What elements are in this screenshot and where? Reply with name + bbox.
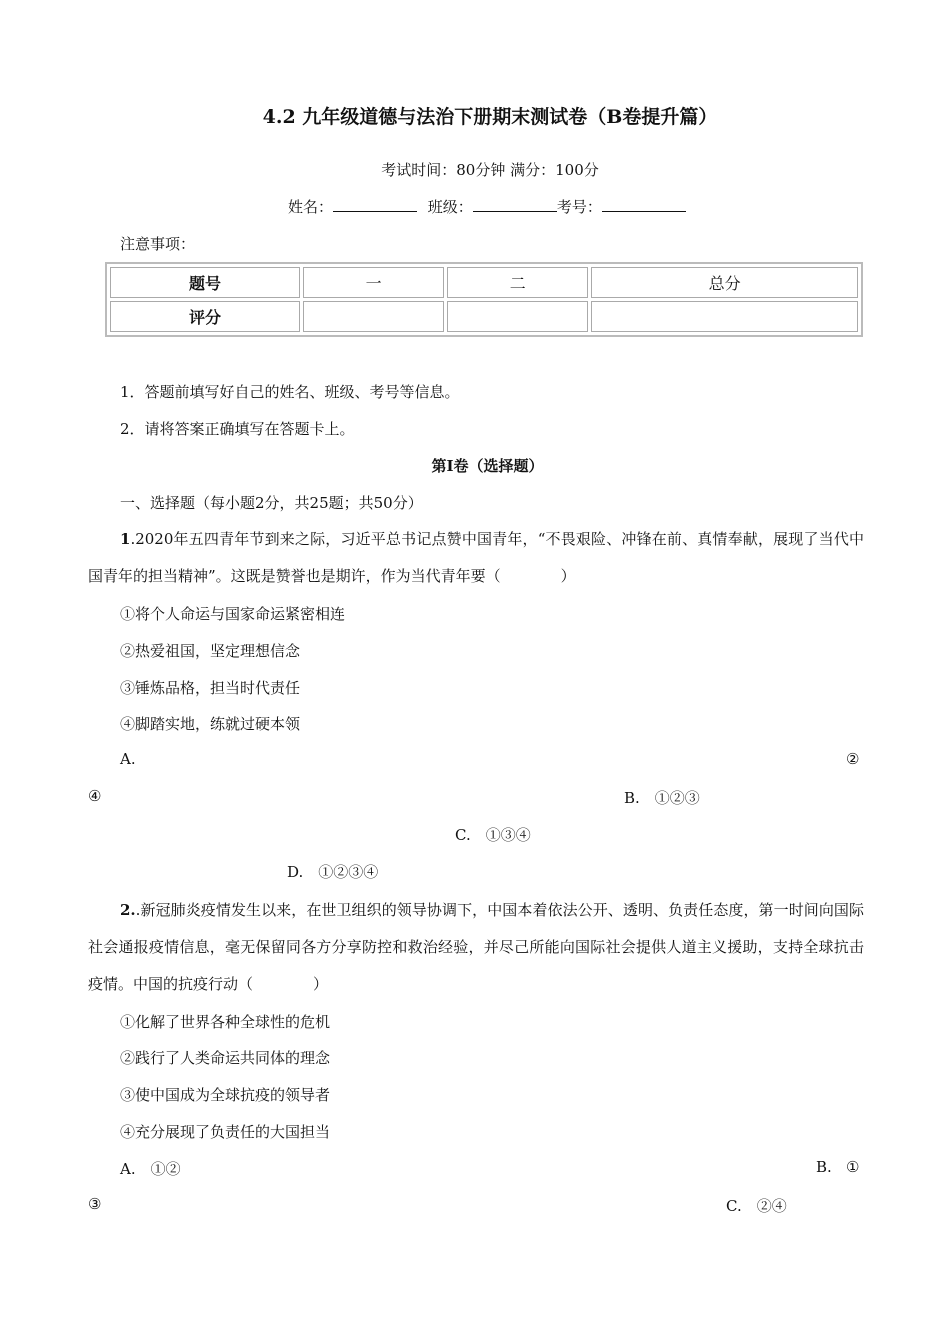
question-number: 1 [120,530,131,548]
q1-choice-b: B. ①②③ [624,789,700,807]
score-cell[interactable] [591,301,858,332]
instruction-1: 1．答题前填写好自己的姓名、班级、考号等信息。 [120,383,460,401]
q2-option-1: ①化解了世界各种全球性的危机 [120,1013,331,1031]
name-label: 姓名： [288,198,334,216]
score-cell[interactable] [303,301,444,332]
q1-option-1: ①将个人命运与国家命运紧密相连 [120,605,346,623]
q1-choice-c: C. ①③④ [455,826,531,844]
table-cell: 总分 [591,267,858,298]
section-title: 第I卷（选择题） [431,457,544,475]
q1-choice-d: D. ①②③④ [287,863,379,881]
question-text: .2020年五四青年节到来之际，习近平总书记点赞中国青年，“不畏艰险、冲锋在前、真情奉献，展现了当代中国青年的担当精神”。这既是赞誉也是期许，作为当代青年要（ ） [88,530,864,585]
instruction-2: 2．请将答案正确填写在答题卡上。 [120,420,355,438]
table-row [110,301,858,332]
q2-choice-b-label: B. [816,1158,832,1176]
class-blank[interactable] [473,197,557,212]
q2-choice-b-part2: ③ [88,1195,102,1213]
page-title: 4.2 九年级道德与法治下册期末测试卷（B卷提升篇） [262,106,718,128]
question-text: .新冠肺炎疫情发生以来，在世卫组织的领导协调下，中国本着依法公开、透明、负责任态度，第一时间向国际社会通报疫情信息，毫无保留同各方分享防控和救治经验，并尽己所能向国际社会提供人道主义援助，支持全球抗击疫情。中国的抗疫行动（ ） [88,901,864,993]
question-number: 2. [120,901,136,919]
name-blank[interactable] [333,197,417,212]
q2-option-2: ②践行了人类命运共同体的理念 [120,1049,331,1067]
exam-info: 考试时间：80分钟 满分：100分 [381,161,599,179]
q2-choice-a: A. ①② [120,1160,181,1178]
q1-option-3: ③锤炼品格，担当时代责任 [120,679,301,697]
id-blank[interactable] [602,197,686,212]
q1-option-2: ②热爱祖国，坚定理想信念 [120,642,301,660]
q1-choice-a-part2: ④ [88,787,102,805]
student-info-line [288,196,686,217]
id-label: 考号： [556,198,602,216]
table-cell: 评分 [110,301,300,332]
table-cell: 二 [447,267,588,298]
q2-choice-b-part1: ① [846,1158,860,1176]
q1-option-4: ④脚踏实地，练就过硬本领 [120,715,301,733]
q1-choice-a-part1: ② [846,750,860,768]
score-cell[interactable] [447,301,588,332]
notice-label: 注意事项： [120,235,196,253]
q1-choice-a-label: A. [120,750,136,768]
question-1-stem [88,521,864,595]
question-2-stem [88,892,864,1003]
part-heading: 一、选择题（每小题2分，共25题；共50分） [120,494,423,512]
table-cell: 题号 [110,267,300,298]
table-row [110,267,858,298]
q2-option-4: ④充分展现了负责任的大国担当 [120,1123,331,1141]
table-cell: 一 [303,267,444,298]
q2-choice-c: C. ②④ [726,1197,787,1215]
class-label: 班级： [427,198,473,216]
score-table [105,262,863,337]
q2-option-3: ③使中国成为全球抗疫的领导者 [120,1086,331,1104]
